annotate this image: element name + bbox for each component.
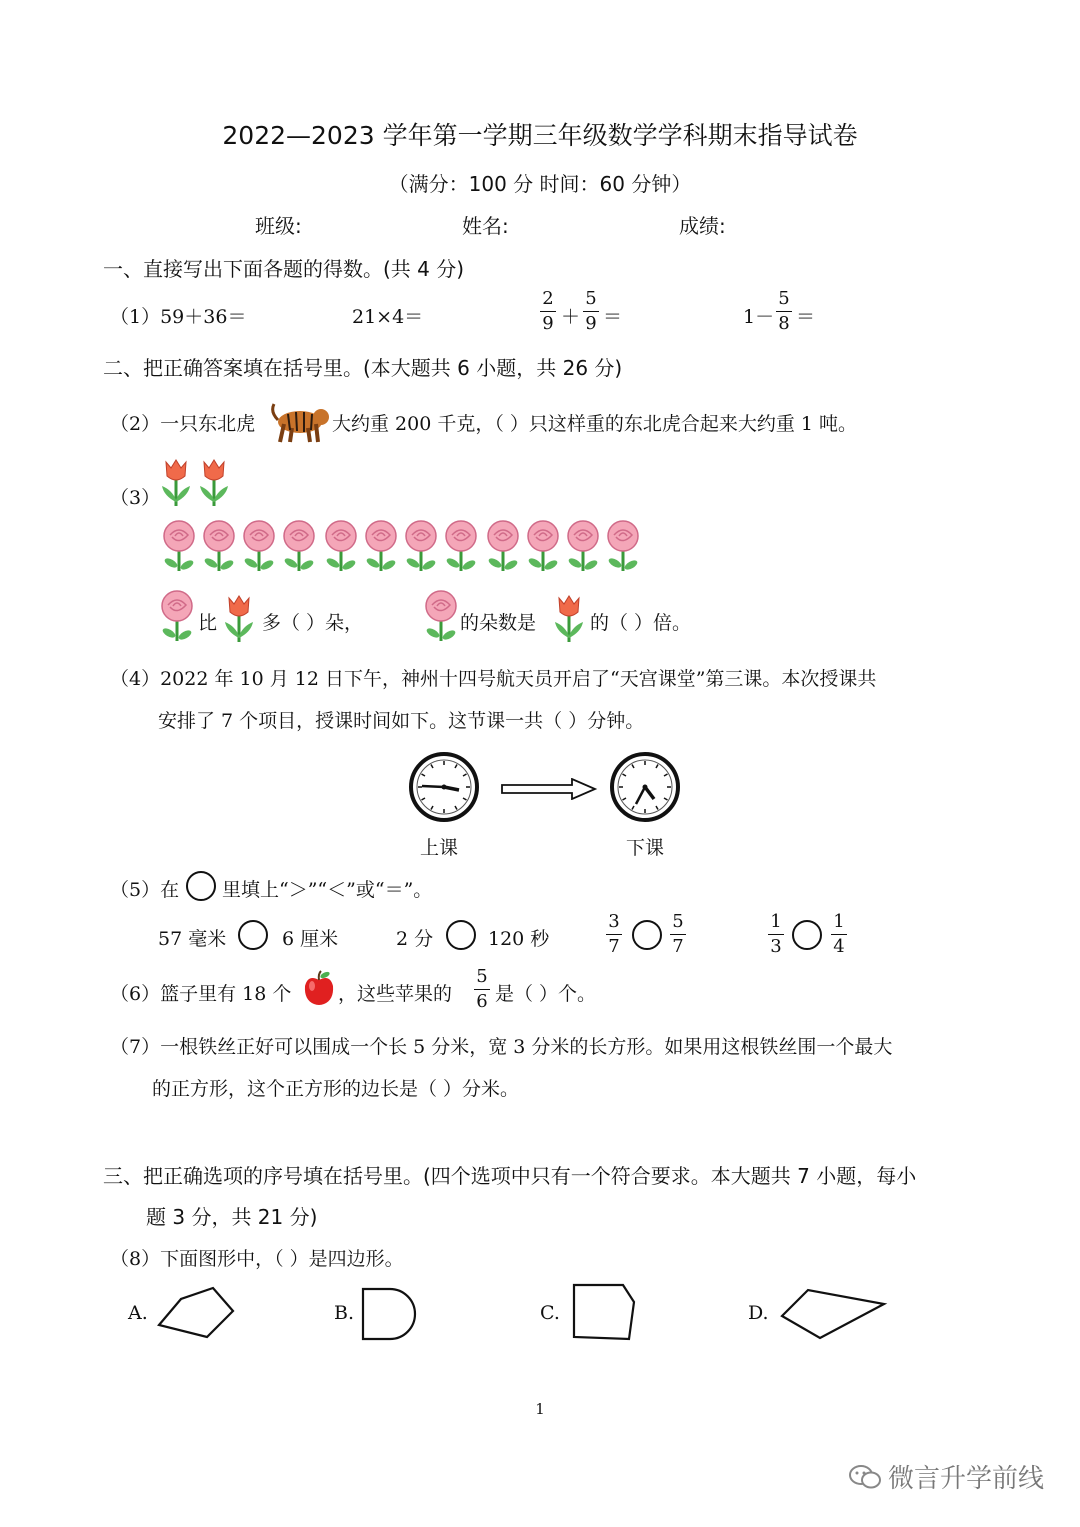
option-c-label: C. [540, 1302, 560, 1324]
tiger-icon [270, 402, 332, 444]
rose-icon [402, 519, 440, 573]
tulip-icon [160, 458, 194, 508]
rose-icon [524, 519, 562, 573]
page-title: 2022—2023 学年第一学期三年级数学学科期末指导试卷 [222, 121, 858, 150]
q6-text-b: ，这些苹果的 [338, 983, 453, 1005]
section-3-heading-line-1: 三、把正确选项的序号填在括号里。(四个选项中只有一个符合要求。本大题共 7 小题，每小 [103, 1164, 917, 1188]
shape-c-icon [570, 1282, 638, 1342]
q5-text-b: 里填上“＞”“＜”或“＝”。 [222, 879, 433, 901]
rose-icon [280, 519, 318, 573]
apple-icon [302, 970, 336, 1006]
answer-circle[interactable] [238, 920, 268, 950]
denominator: 7 [672, 936, 684, 957]
rose-icon [564, 519, 602, 573]
equals-sign: ＝ [603, 306, 623, 328]
clock-end-label: 下课 [626, 837, 665, 859]
option-a-label: A. [128, 1302, 148, 1324]
q5-item2-a: 2 分 [396, 928, 434, 950]
section-1-heading: 一、直接写出下面各题的得数。(共 4 分) [103, 257, 465, 281]
name-label: 姓名: [462, 214, 509, 238]
wechat-icon [848, 1463, 882, 1491]
shape-a-icon [155, 1283, 237, 1341]
page-number: 1 [535, 1400, 545, 1418]
rose-icon [200, 519, 238, 573]
score-label: 成绩: [679, 214, 726, 238]
q1-frac-5-8 [776, 288, 792, 335]
denominator: 4 [833, 936, 845, 957]
q1-expr-a: （1）59＋36＝ [110, 306, 247, 328]
rose-icon [362, 519, 400, 573]
option-b-label: B. [334, 1302, 355, 1324]
rose-icon [604, 519, 642, 573]
q5-text-a: （5）在 [110, 879, 180, 901]
q3-duo: 多（ ）朵， [262, 612, 364, 634]
shape-d-icon [778, 1286, 890, 1342]
rose-icon [484, 519, 522, 573]
q6-frac-5-6 [474, 966, 490, 1013]
q5-frac-1-4 [831, 911, 847, 958]
q4-line-1: （4）2022 年 10 月 12 日下午，神州十四号航天员开启了“天宫课堂”第三课。本次授课共 [110, 668, 877, 690]
numerator: 1 [833, 911, 845, 932]
watermark-text: 微言升学前线 [887, 1464, 1044, 1494]
clock-end-icon [610, 752, 680, 822]
q5-frac-3-7 [606, 911, 622, 958]
watermark [848, 1458, 1044, 1495]
q8-text: （8）下面图形中，（ ）是四边形。 [110, 1248, 404, 1270]
answer-circle[interactable] [792, 920, 822, 950]
q7-line-1: （7）一根铁丝正好可以围成一个长 5 分米，宽 3 分米的长方形。如果用这根铁丝围一个最大 [110, 1036, 893, 1058]
q5-frac-1-3 [768, 911, 784, 958]
numerator: 3 [608, 911, 620, 932]
clock-start-label: 上课 [420, 837, 459, 859]
q1-expr-b: 21×4＝ [352, 306, 424, 328]
answer-circle[interactable] [632, 920, 662, 950]
class-label: 班级: [255, 214, 302, 238]
equals-sign-2: ＝ [796, 306, 816, 328]
numerator: 5 [476, 966, 488, 987]
tulip-icon [553, 594, 587, 644]
section-3-heading-line-2: 题 3 分，共 21 分) [146, 1205, 318, 1229]
answer-circle[interactable] [446, 920, 476, 950]
rose-icon [422, 589, 460, 643]
tulip-icon [223, 594, 257, 644]
exam-info: （满分：100 分 时间：60 分钟） [388, 172, 692, 196]
rose-icon [158, 589, 196, 643]
q7-line-2: 的正方形，这个正方形的边长是（ ）分米。 [152, 1078, 520, 1100]
q2-text-a: （2）一只东北虎 [110, 413, 256, 435]
shape-b-icon [360, 1286, 420, 1342]
numerator: 5 [585, 288, 597, 309]
denominator: 6 [476, 991, 488, 1012]
q3-end: 的（ ）倍。 [590, 612, 692, 634]
q6-text-c: 是（ ）个。 [495, 983, 597, 1005]
rose-icon [322, 519, 360, 573]
q5-frac-5-7 [670, 911, 686, 958]
rose-icon [442, 519, 480, 573]
denominator: 9 [542, 313, 554, 334]
numerator: 5 [672, 911, 684, 932]
q4-line-2: 安排了 7 个项目，授课时间如下。这节课一共（ ）分钟。 [158, 710, 645, 732]
compare-circle [186, 871, 216, 901]
q6-text-a: （6）篮子里有 18 个 [110, 983, 292, 1005]
q5-item1-a: 57 毫米 [158, 928, 227, 950]
denominator: 7 [608, 936, 620, 957]
q3-de: 的朵数是 [460, 612, 537, 634]
q1-frac-5-9 [583, 288, 599, 335]
q2-text-b: 大约重 200 千克，（ ）只这样重的东北虎合起来大约重 1 吨。 [332, 413, 858, 435]
option-d-label: D. [748, 1302, 769, 1324]
section-2-heading: 二、把正确答案填在括号里。(本大题共 6 小题，共 26 分) [103, 356, 623, 380]
clock-start-icon [409, 752, 479, 822]
q5-item1-b: 6 厘米 [282, 928, 339, 950]
one-minus: 1－ [743, 306, 775, 328]
rose-icon [240, 519, 278, 573]
numerator: 2 [542, 288, 554, 309]
plus-sign: ＋ [561, 306, 581, 328]
arrow-right-icon [500, 778, 598, 800]
q3-label: （3） [110, 487, 161, 509]
denominator: 9 [585, 313, 597, 334]
denominator: 8 [778, 313, 790, 334]
denominator: 3 [770, 936, 782, 957]
numerator: 1 [770, 911, 782, 932]
q1-frac-2-9 [540, 288, 556, 335]
q3-bi: 比 [198, 612, 218, 634]
rose-icon [160, 519, 198, 573]
q5-item2-b: 120 秒 [488, 928, 550, 950]
tulip-icon [198, 458, 232, 508]
numerator: 5 [778, 288, 790, 309]
